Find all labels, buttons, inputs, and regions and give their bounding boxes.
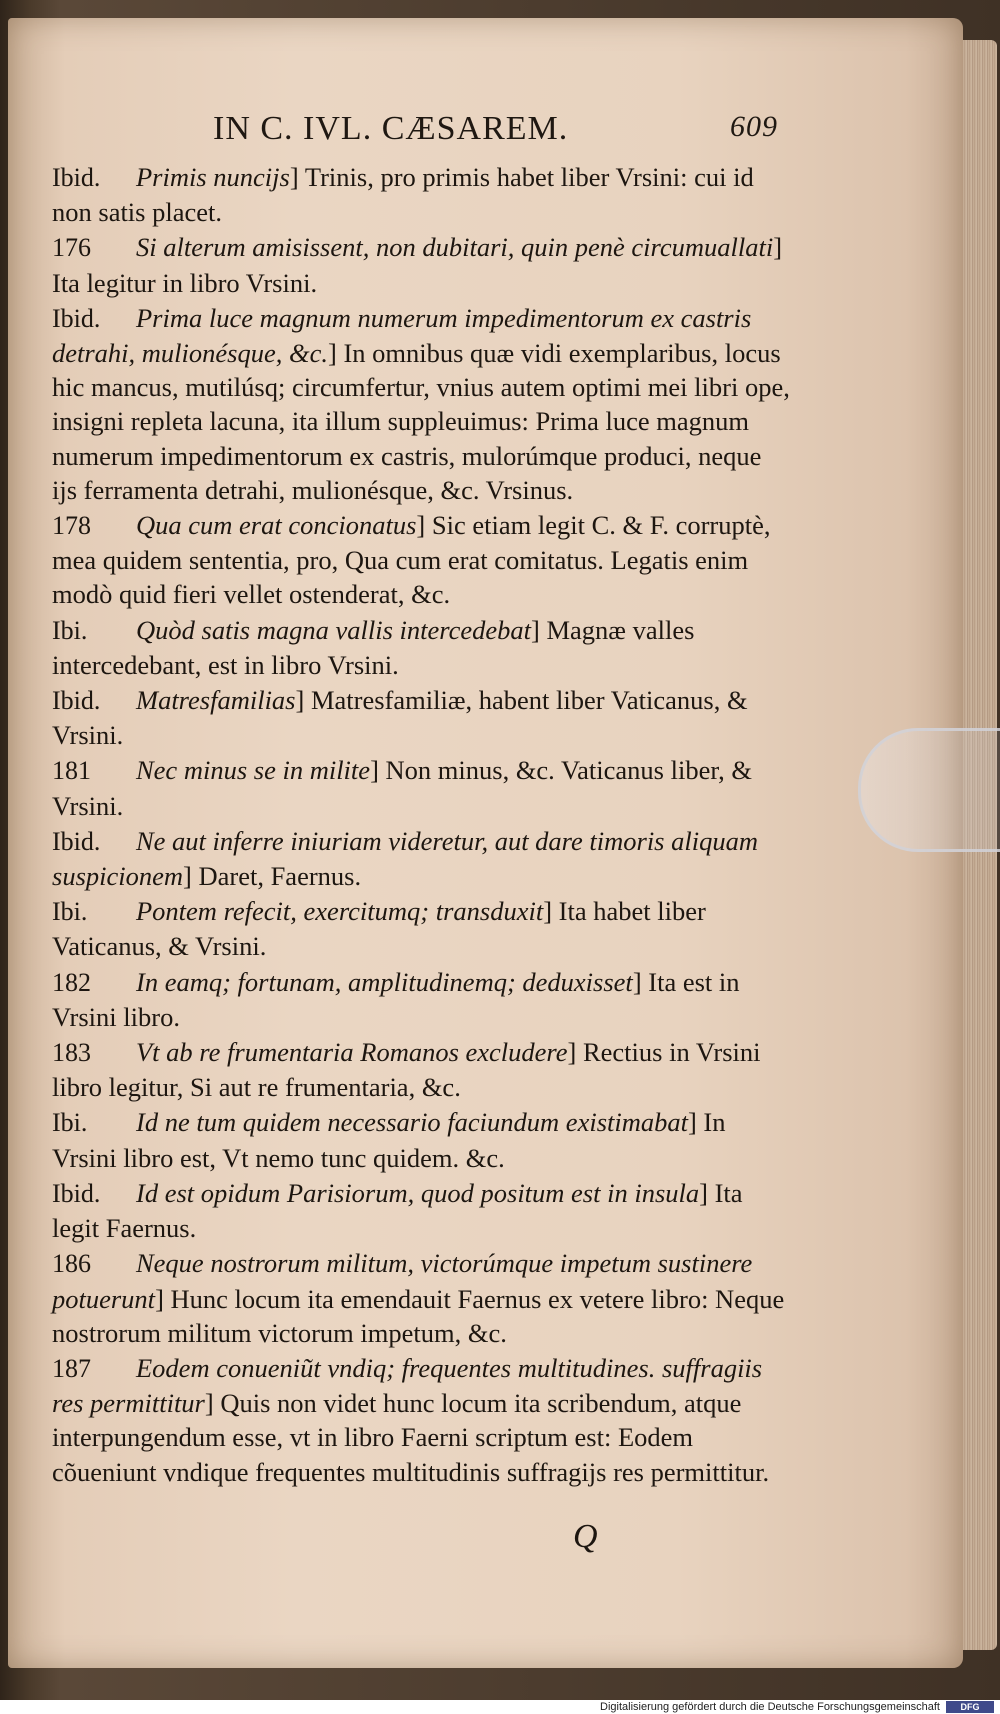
entry-text: ] Quis non videt hunc locum ita scribendum, atque interpungendum esse, vt in libro Faerni scriptum est: Eodem cõueniunt vndique frequentes multitudinis suffragijs res permittitur. (52, 1388, 770, 1487)
entry-lemma: Id est opidum Parisiorum, quod positum est in insula (136, 1177, 700, 1208)
commentary-entry (52, 508, 792, 612)
entry-ref: Ibid. (52, 686, 101, 716)
entry-ref: Ibid. (52, 163, 101, 192)
entry-text: ] Trinis, pro primis habet liber Vrsini: cui id non satis placet. (52, 162, 754, 228)
entry-text: ] In omnibus quæ vidi exemplaribus, locus hic mancus, mutilúsq; circumfertur, vnius autem optimi mei libri ope, insigni repleta lacuna, ita illum suppleuimus: Prima luce magnum numerum impedimentorum ex castris, mulorúmque produci, neque ijs ferramenta detrahi, mulionésque, &c. Vrsinus. (52, 338, 790, 505)
entry-text: ] Ita habet liber Vaticanus, & Vrsini. (52, 896, 706, 962)
entry-lemma: Prima luce magnum numerum impedimentorum ex castris detrahi, mulionésque, &c. (52, 302, 752, 369)
commentary-entry (52, 824, 792, 893)
commentary-entry (52, 160, 792, 229)
entry-lemma: Id ne tum quidem necessario faciundum existimabat (136, 1107, 688, 1138)
commentary-entry (52, 1035, 792, 1104)
entry-ref: Ibid. (52, 826, 101, 856)
entry-text: ] Magnæ valles intercedebant, est in libro Vrsini. (52, 614, 695, 680)
entry-lemma: Pontem refecit, exercitumq; transduxit (136, 896, 544, 927)
entry-lemma: Vt ab re frumentaria Romanos excludere (136, 1037, 568, 1068)
commentary-entry (52, 301, 792, 507)
commentary-entry (52, 965, 792, 1034)
commentary-entry (52, 1176, 792, 1245)
commentary-entry (52, 1105, 792, 1174)
commentary-entry (52, 894, 792, 963)
catchword: Q (573, 1518, 598, 1555)
entry-text: ] Ita legitur in libro Vrsini. (52, 232, 783, 298)
running-title: IN C. IVL. CÆSAREM. (213, 110, 569, 147)
entry-text: ] Ita legit Faernus. (52, 1177, 743, 1244)
entry-lemma: In eamq; fortunam, amplitudinemq; deduxisset (136, 966, 633, 997)
entry-text: ] Non minus, &c. Vaticanus liber, & Vrsini. (52, 755, 752, 821)
book-clip-tab (858, 728, 1000, 852)
commentary-entry (52, 1246, 792, 1350)
entry-ref: 187 (52, 1353, 91, 1383)
book-page (8, 18, 963, 1668)
entry-ref: Ibi. (52, 615, 88, 645)
entry-ref: 181 (52, 756, 91, 786)
page-number: 609 (730, 110, 778, 143)
entry-ref: Ibi. (52, 897, 88, 927)
dfg-logo-icon: DFG (946, 1701, 994, 1713)
commentary-text (52, 160, 792, 1490)
commentary-entry (52, 1351, 792, 1489)
entry-text: ] Daret, Faernus. (183, 861, 362, 892)
footer-bar (0, 1700, 1000, 1714)
entry-lemma: Ne aut inferre iniuriam videretur, aut dare timoris aliquam suspicionem (52, 825, 758, 892)
entry-lemma: Quòd satis magna vallis intercedebat (136, 614, 532, 645)
entry-ref: 178 (52, 511, 91, 541)
entry-lemma: Si alterum amisissent, non dubitari, quin penè circumuallati (136, 232, 774, 263)
entry-text: ] Sic etiam legit C. & F. corruptè, mea quidem sententia, pro, Qua cum erat comitatus. Legatis enim modò quid fieri vellet ostenderat, &c. (52, 510, 771, 610)
entry-ref: 182 (52, 967, 91, 997)
entry-ref: Ibid. (52, 303, 101, 333)
entry-ref: 186 (52, 1249, 91, 1279)
commentary-entry (52, 683, 792, 752)
entry-text: ] Hunc locum ita emendauit Faernus ex vetere libro: Neque nostrorum militum victorum impetum, &c. (52, 1283, 785, 1348)
entry-lemma: Qua cum erat concionatus (136, 510, 417, 541)
entry-lemma: Eodem conueniũt vndiq; frequentes multitudines. suffragiis res permittitur (52, 1352, 763, 1419)
entry-ref: 183 (52, 1038, 91, 1068)
footer-credit: Digitalisierung gefördert durch die Deutsche Forschungsgemeinschaft (600, 1701, 940, 1713)
entry-ref: 176 (52, 233, 91, 263)
entry-lemma: Nec minus se in milite (136, 755, 371, 786)
entry-lemma: Neque nostrorum militum, victorúmque impetum sustinere potuerunt (52, 1248, 753, 1314)
entry-text: ] Matresfamiliæ, habent liber Vaticanus, & Vrsini. (52, 685, 748, 751)
commentary-entry (52, 230, 792, 299)
entry-text: ] Ita est in Vrsini libro. (52, 966, 740, 1032)
entry-lemma: Matresfamilias (136, 685, 296, 716)
entry-lemma: Primis nuncijs (136, 162, 290, 192)
running-header (8, 110, 963, 156)
entry-text: ] Rectius in Vrsini libro legitur, Si aut re frumentaria, &c. (52, 1037, 761, 1103)
entry-ref: Ibi. (52, 1108, 88, 1138)
commentary-entry (52, 753, 792, 822)
commentary-entry (52, 613, 792, 682)
entry-ref: Ibid. (52, 1178, 101, 1208)
entry-text: ] In Vrsini libro est, Vt nemo tunc quidem. &c. (52, 1107, 726, 1173)
